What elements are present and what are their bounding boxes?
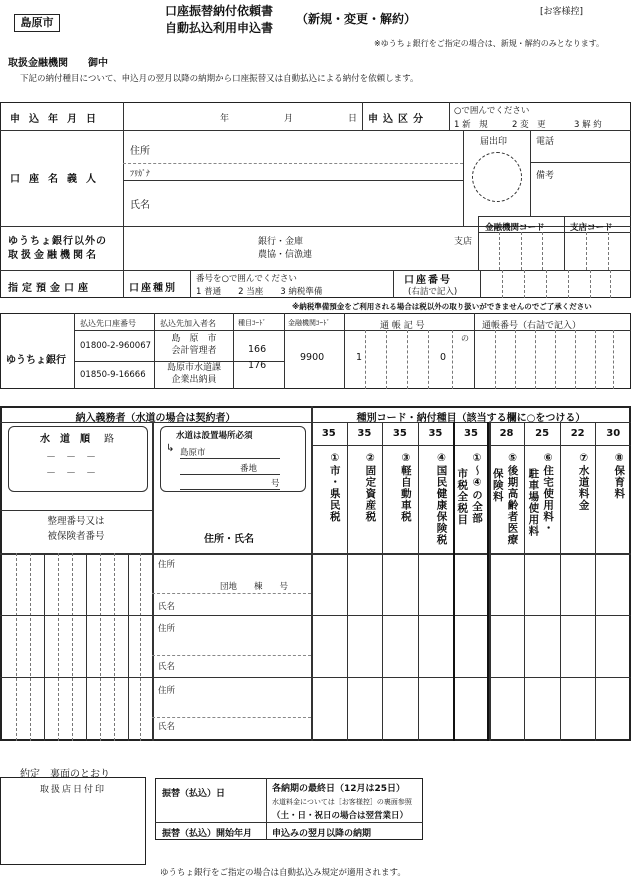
water-city: 島原市 xyxy=(180,448,206,458)
type-name[interactable]: ①〜④の全部 xyxy=(471,452,483,524)
type-code: 35 xyxy=(321,428,336,439)
account-no-label: 口座番号 xyxy=(404,275,452,286)
row1-name: 氏名 xyxy=(158,602,176,612)
account-no-hint: (右詰で記入) xyxy=(408,287,458,297)
apply-type-new[interactable]: 1 新 規 xyxy=(454,120,488,130)
intro-text: 下記の納付種目について、申込月の翌月以降の納期から口座振替又は自動払込による納付を依頼します。 xyxy=(20,74,419,84)
branch-code-label: 支店コード xyxy=(570,223,613,233)
type-code: 28 xyxy=(499,428,514,439)
transfer-day-label: 振替（払込）日 xyxy=(162,789,226,799)
apply-type-hint: ○で囲んでください xyxy=(454,106,530,116)
row3-addr: 住所 xyxy=(158,686,176,696)
transfer-day-value: 各納期の最終日（12月は25日） xyxy=(272,784,406,794)
row1-unit: 団地 棟 号 xyxy=(220,582,289,592)
agreement-label: 約定 裏面のとおり xyxy=(20,769,110,780)
header-note: ※ゆうちょ銀行をご指定の場合は、新規・解約のみとなります。 xyxy=(374,39,605,48)
title-suffix: （新規・変更・解約） xyxy=(296,12,417,26)
water-dashes2: － － － xyxy=(46,468,96,479)
account-types[interactable]: 1 普通 2 当座 3 納税準備 xyxy=(196,287,323,297)
seal-circle xyxy=(472,152,522,202)
copy-label: [お客様控] xyxy=(540,7,584,17)
type-name-2: 駐車場使用料 xyxy=(527,468,540,537)
row1-code: 166 xyxy=(248,344,267,355)
bank-label-2: 取扱金融機関名 xyxy=(8,250,99,261)
water-route: 路 xyxy=(104,434,114,445)
ref-label-2: 被保険者番号 xyxy=(47,531,105,542)
row2-name: 氏名 xyxy=(158,662,176,672)
holiday-note: （土・日・祝日の場合は翌営業日） xyxy=(272,811,409,821)
addr-name-label: 住所・氏名 xyxy=(204,534,254,545)
bank-types-1: 銀行・金庫 xyxy=(258,237,304,247)
type-name[interactable]: ③軽自動車税 xyxy=(399,452,412,523)
types-header: 種別コード・納付種目（該当する欄に○をつける） xyxy=(356,413,586,424)
mark-no: の xyxy=(461,334,469,343)
bank-types-2: 農協・信漁連 xyxy=(258,250,313,260)
bottom-note: ゆうちょ銀行をご指定の場合は自動払込み規定が適用されます。 xyxy=(160,868,406,878)
bank-code-value: 9900 xyxy=(300,352,325,363)
go-label: 号 xyxy=(271,479,280,489)
main-form xyxy=(0,102,631,298)
title-line1: 口座振替納付依頼書 xyxy=(165,4,274,18)
address-label: 住所 xyxy=(130,146,150,157)
col-tsucho: 通 帳 記 号 xyxy=(380,321,425,331)
yucho-label: ゆうちょ銀行 xyxy=(6,355,66,366)
row3-name: 氏名 xyxy=(158,722,176,732)
account-type-label: 口座種別 xyxy=(129,283,177,294)
row2-addr: 住所 xyxy=(158,624,176,634)
row1-payee: 島 原 市 会計管理者 xyxy=(171,334,217,356)
col-payee: 払込先加入者名 xyxy=(160,319,216,328)
start-value: 申込みの翌月以降の納期 xyxy=(272,829,372,839)
bank-code-label: 金融機関コード xyxy=(485,223,545,233)
chiban-label: 番地 xyxy=(240,464,258,474)
type-code: 25 xyxy=(535,428,550,439)
type-name[interactable]: ①市・県民税 xyxy=(328,452,341,523)
water-note: 水道料金については［お客様控］の裏面参照 xyxy=(272,798,412,806)
arrow-icon: ↳ xyxy=(166,443,175,454)
apply-type-label: 申込区分 xyxy=(368,114,428,125)
apply-type-cancel[interactable]: 3 解 約 xyxy=(574,120,602,130)
water-dashes: － － － xyxy=(46,452,96,463)
city-badge: 島原市 xyxy=(14,14,60,32)
row1-addr: 住所 xyxy=(158,560,176,570)
month-label: 月 xyxy=(284,114,294,124)
type-name[interactable]: ⑧保育料 xyxy=(613,452,626,500)
start-label: 振替（払込）開始年月 xyxy=(162,829,253,839)
taxpayer-header: 納入義務者（水道の場合は契約者） xyxy=(75,413,236,424)
type-name[interactable]: ⑦水道料金 xyxy=(577,452,590,511)
water-place-label: 水道は設置場所必須 xyxy=(176,431,253,441)
remarks-label: 備考 xyxy=(536,171,555,181)
type-code: 35 xyxy=(464,428,478,439)
year-label: 年 xyxy=(220,114,230,124)
type-name-2: 市税全税目 xyxy=(456,468,469,526)
type-code: 35 xyxy=(428,428,443,439)
row1-account: 01800-2-960067 xyxy=(80,341,152,351)
seal-label: 届出印 xyxy=(480,137,508,147)
holder-label: 口座名義人 xyxy=(10,174,105,185)
type-code: 22 xyxy=(570,428,585,439)
type-code: 35 xyxy=(392,428,407,439)
col-no: 通帳番号（右詰で記入） xyxy=(482,321,582,331)
addressee: 取扱金融機関 御中 xyxy=(8,58,108,69)
type-name-2: 保険料 xyxy=(491,468,504,503)
title-line2: 自動払込利用申込書 xyxy=(165,21,274,35)
name-label: 氏名 xyxy=(130,200,150,211)
type-name[interactable]: ⑥住宅使用料・ xyxy=(542,452,555,534)
water-label: 水 道 順 xyxy=(40,434,90,445)
phone-label: 電話 xyxy=(536,137,555,147)
row2-account: 01850-9-16666 xyxy=(80,370,146,380)
day-label: 日 xyxy=(348,114,358,124)
type-code: 35 xyxy=(357,428,372,439)
apply-type-change[interactable]: 2 変 更 xyxy=(512,120,546,130)
furigana-label: ﾌﾘｶﾞﾅ xyxy=(130,169,150,178)
type-code: 30 xyxy=(606,428,621,439)
row2-payee: 島原市水道課 企業出納員 xyxy=(166,363,221,385)
mark-1: 1 xyxy=(356,352,363,363)
mark-0: 0 xyxy=(440,352,447,363)
all-tax-highlight xyxy=(453,422,489,741)
col-bank: 金融機関ｺｰﾄﾞ xyxy=(288,319,330,327)
col-account: 払込先口座番号 xyxy=(80,319,136,328)
branch-label: 支店 xyxy=(454,237,473,247)
bank-label-1: ゆうちょ銀行以外の xyxy=(8,236,107,247)
account-type-hint: 番号を○で囲んでください xyxy=(196,274,297,284)
type-name[interactable]: ④国民健康保険税 xyxy=(435,452,448,546)
col-type: 種目ｺｰﾄﾞ xyxy=(238,319,266,327)
type-name[interactable]: ②固定資産税 xyxy=(364,452,377,523)
type-name[interactable]: ⑤後期高齢者医療 xyxy=(506,452,519,546)
row2-code: 176 xyxy=(248,360,267,371)
stamp-label: 取扱店日付印 xyxy=(39,785,106,795)
deposit-label: 指定預金口座 xyxy=(8,283,92,294)
tax-note: ※納税準備預金をご利用される場合は税以外の取り扱いができませんのでご了承ください xyxy=(292,302,592,311)
apply-date-label: 申込年月日 xyxy=(10,114,105,125)
ref-label-1: 整理番号又は xyxy=(47,516,105,527)
